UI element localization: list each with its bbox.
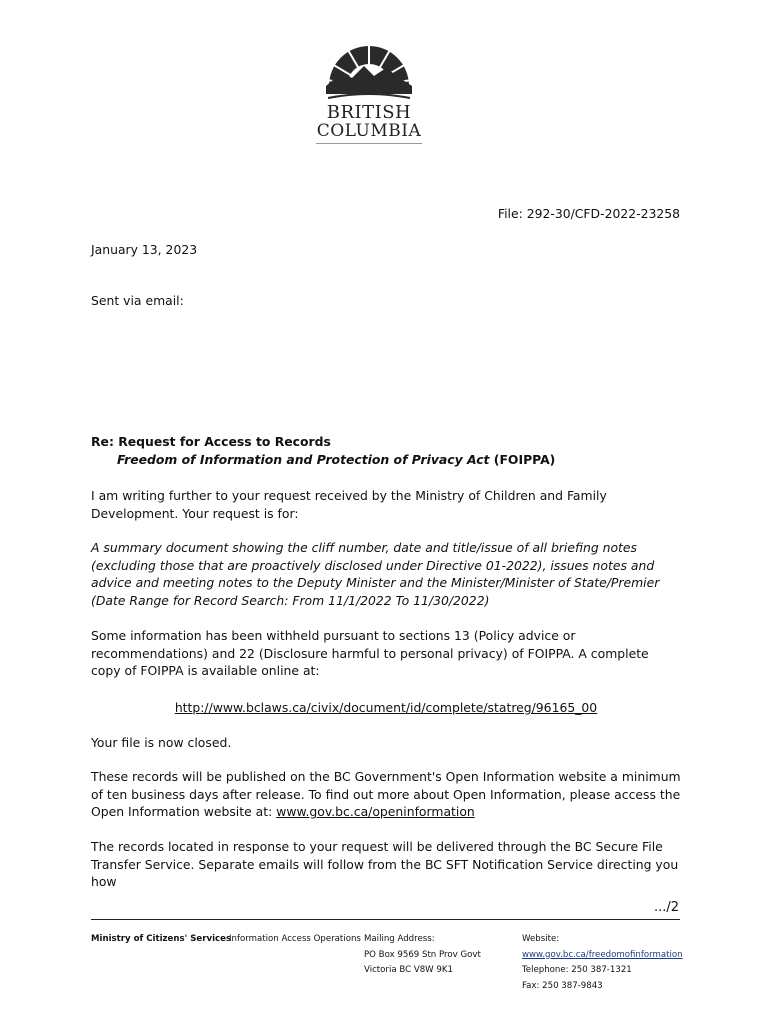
- open-information-text: These records will be published on the BC Government's Open Information website a minimum of ten business days after release. To find out more about Open Information, please access the Open Information website at:: [91, 769, 681, 820]
- act-name: Freedom of Information and Protection of Privacy Act: [117, 452, 490, 467]
- intro-paragraph: I am writing further to your request received by the Ministry of Children and Family Development. Your request is for:: [91, 488, 607, 521]
- footer-office: Information Access Operations: [229, 934, 361, 944]
- telephone: Telephone: 250 387-1321: [522, 965, 632, 976]
- website-link[interactable]: www.gov.bc.ca/freedomofinformation: [522, 949, 683, 960]
- sent-via-label: Sent via email:: [91, 293, 184, 308]
- footer-contact: [522, 932, 683, 994]
- mailing-line2: Victoria BC V8W 9K1: [364, 965, 453, 976]
- website-label: Website:: [522, 934, 560, 944]
- logo-underline: [316, 143, 422, 144]
- logo-wordmark-line1: BRITISH: [326, 102, 412, 123]
- file-reference: File: 292-30/CFD-2022-23258: [497, 206, 680, 221]
- footer-ministry: Ministry of Citizens' Services: [91, 934, 232, 944]
- delivery-paragraph: The records located in response to your request will be delivered through the BC Secure File Transfer Service. Separate emails will follow from the BC SFT Notification Service directing you how: [91, 839, 679, 890]
- subject-line: Re: Request for Access to Records: [91, 434, 331, 449]
- open-information-paragraph: [91, 768, 681, 821]
- bc-government-logo: [312, 42, 426, 148]
- footer-divider: [91, 919, 680, 920]
- file-closed-paragraph: Your file is now closed.: [91, 735, 232, 750]
- sun-mountain-emblem: [312, 42, 426, 104]
- fax: Fax: 250 387-9843: [522, 980, 603, 991]
- request-quote: A summary document showing the cliff number, date and title/issue of all briefing notes (excluding those that are proactively disclosed under Directive 01-2022), issues notes and advice and meeting notes to the Deputy Minister and the Minister/Minister of State/Premier (Date Range for Record Search: From 11/1/2022 To 11/30/2022): [91, 540, 660, 608]
- footer-mailing-address: [364, 932, 481, 979]
- open-information-link[interactable]: www.gov.bc.ca/openinformation: [276, 804, 475, 820]
- act-title: [117, 452, 555, 467]
- withheld-paragraph: Some information has been withheld pursuant to sections 13 (Policy advice or recommendations) and 22 (Disclosure harmful to personal privacy) of FOIPPA. A complete copy of FOIPPA is available online at:: [91, 628, 649, 679]
- act-abbreviation: (FOIPPA): [489, 452, 556, 467]
- logo-wordmark-line2: COLUMBIA: [316, 121, 422, 141]
- foippa-link[interactable]: http://www.bclaws.ca/civix/document/id/complete/statreg/96165_00: [174, 700, 598, 715]
- mailing-label: Mailing Address:: [364, 934, 435, 944]
- page-continuation-marker: .../2: [653, 900, 679, 915]
- letter-date: January 13, 2023: [91, 242, 198, 257]
- mailing-line1: PO Box 9569 Stn Prov Govt: [364, 949, 481, 960]
